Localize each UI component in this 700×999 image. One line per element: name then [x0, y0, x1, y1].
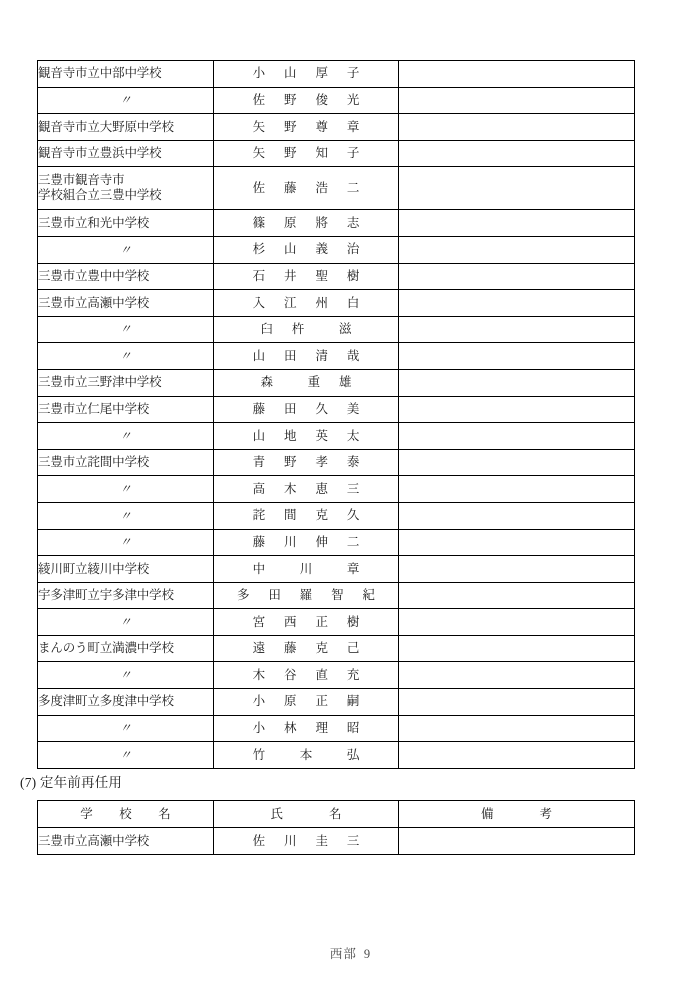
cell-school: 三豊市立詫間中学校 [38, 449, 214, 476]
cell-school-line: 三豊市観音寺市 [38, 172, 125, 187]
page-footer [0, 944, 700, 962]
table-row [38, 662, 635, 689]
footer-page-number: 9 [363, 947, 371, 961]
cell-name: 佐 川 圭 三 [214, 828, 399, 855]
cell-school-ditto: 〃 [38, 343, 214, 370]
cell-remarks [399, 61, 635, 88]
cell-remarks [399, 343, 635, 370]
table-row [38, 609, 635, 636]
cell-school: 三豊市立仁尾中学校 [38, 396, 214, 423]
table-row [38, 87, 635, 114]
table-row [38, 210, 635, 237]
cell-school: 三豊市立高瀬中学校 [38, 828, 214, 855]
cell-school: 宇多津町立宇多津中学校 [38, 582, 214, 609]
cell-name: 藤 田 久 美 [214, 396, 399, 423]
cell-name: 高 木 恵 三 [214, 476, 399, 503]
cell-school-ditto: 〃 [38, 236, 214, 263]
cell-school-ditto: 〃 [38, 662, 214, 689]
cell-name: 佐 藤 浩 二 [214, 167, 399, 210]
cell-school: 綾川町立綾川中学校 [38, 556, 214, 583]
cell-school-ditto: 〃 [38, 742, 214, 769]
cell-name: 竹 本 弘 [214, 742, 399, 769]
cell-name: 矢 野 尊 章 [214, 114, 399, 141]
cell-school: 観音寺市立豊浜中学校 [38, 140, 214, 167]
table-row [38, 449, 635, 476]
cell-remarks [399, 114, 635, 141]
table-row [38, 715, 635, 742]
cell-name: 宮 西 正 樹 [214, 609, 399, 636]
table-row [38, 263, 635, 290]
table-row [38, 61, 635, 88]
table-row [38, 140, 635, 167]
cell-name: 中 川 章 [214, 556, 399, 583]
cell-remarks [399, 556, 635, 583]
cell-name: 木 谷 直 充 [214, 662, 399, 689]
cell-name: 詫 間 克 久 [214, 502, 399, 529]
table-row [38, 476, 635, 503]
cell-remarks [399, 369, 635, 396]
column-header-name: 氏 名 [214, 801, 399, 828]
cell-school-ditto: 〃 [38, 529, 214, 556]
cell-remarks [399, 167, 635, 210]
table-row [38, 396, 635, 423]
column-header-school: 学 校 名 [38, 801, 214, 828]
cell-name: 佐 野 俊 光 [214, 87, 399, 114]
cell-name: 青 野 孝 泰 [214, 449, 399, 476]
table-row [38, 502, 635, 529]
table-row [38, 114, 635, 141]
cell-name: 矢 野 知 子 [214, 140, 399, 167]
table-row [38, 236, 635, 263]
cell-remarks [399, 529, 635, 556]
cell-remarks [399, 236, 635, 263]
cell-name: 臼 杵 滋 [214, 316, 399, 343]
cell-remarks [399, 715, 635, 742]
table-row [38, 316, 635, 343]
cell-school: 観音寺市立大野原中学校 [38, 114, 214, 141]
cell-name: 森 重 雄 [214, 369, 399, 396]
cell-name: 小 林 理 昭 [214, 715, 399, 742]
cell-name: 小 山 厚 子 [214, 61, 399, 88]
cell-remarks [399, 502, 635, 529]
cell-remarks [399, 476, 635, 503]
cell-remarks [399, 662, 635, 689]
cell-remarks [399, 87, 635, 114]
cell-school-ditto: 〃 [38, 715, 214, 742]
cell-remarks [399, 828, 635, 855]
cell-school: 三豊市立豊中中学校 [38, 263, 214, 290]
cell-school-ditto: 〃 [38, 476, 214, 503]
cell-name: 藤 川 伸 二 [214, 529, 399, 556]
cell-remarks [399, 449, 635, 476]
cell-school-ditto: 〃 [38, 502, 214, 529]
pre-retirement-table-body [38, 801, 635, 855]
section-heading-pre-retirement: (7) 定年前再任用 [20, 775, 123, 790]
cell-school-ditto: 〃 [38, 609, 214, 636]
cell-school-ditto: 〃 [38, 87, 214, 114]
cell-school-line: 学校組合立三豊中学校 [38, 188, 162, 203]
cell-school: まんのう町立満濃中学校 [38, 635, 214, 662]
cell-remarks [399, 140, 635, 167]
cell-remarks [399, 290, 635, 317]
pre-retirement-table [37, 800, 635, 855]
cell-school: 多度津町立多度津中学校 [38, 689, 214, 716]
table-header-row [38, 801, 635, 828]
table-row [38, 556, 635, 583]
cell-name: 石 井 聖 樹 [214, 263, 399, 290]
cell-remarks [399, 423, 635, 450]
cell-name: 山 地 英 太 [214, 423, 399, 450]
cell-name: 多 田 羅 智 紀 [214, 582, 399, 609]
column-header-remarks: 備 考 [399, 801, 635, 828]
cell-name: 山 田 清 哉 [214, 343, 399, 370]
cell-name: 小 原 正 嗣 [214, 689, 399, 716]
cell-remarks [399, 635, 635, 662]
cell-name: 篠 原 將 志 [214, 210, 399, 237]
table-row [38, 343, 635, 370]
cell-name: 入 江 州 白 [214, 290, 399, 317]
cell-school-ditto: 〃 [38, 423, 214, 450]
cell-remarks [399, 263, 635, 290]
appointments-table-body [38, 61, 635, 769]
cell-school: 観音寺市立中部中学校 [38, 61, 214, 88]
table-row [38, 423, 635, 450]
cell-remarks [399, 210, 635, 237]
appointments-table [37, 60, 635, 769]
cell-remarks [399, 742, 635, 769]
cell-name: 遠 藤 克 己 [214, 635, 399, 662]
table-row [38, 742, 635, 769]
table-row [38, 689, 635, 716]
table-row [38, 529, 635, 556]
cell-name: 杉 山 義 治 [214, 236, 399, 263]
cell-school: 三豊市立高瀬中学校 [38, 290, 214, 317]
cell-remarks [399, 316, 635, 343]
cell-remarks [399, 689, 635, 716]
table-row [38, 582, 635, 609]
table-row [38, 369, 635, 396]
cell-remarks [399, 396, 635, 423]
table-row [38, 828, 635, 855]
table-row [38, 290, 635, 317]
footer-region-label: 西部 [329, 947, 357, 961]
table-row [38, 167, 635, 210]
cell-school-ditto: 〃 [38, 316, 214, 343]
cell-school [38, 167, 214, 210]
cell-school: 三豊市立和光中学校 [38, 210, 214, 237]
table-row [38, 635, 635, 662]
cell-school: 三豊市立三野津中学校 [38, 369, 214, 396]
cell-remarks [399, 582, 635, 609]
cell-remarks [399, 609, 635, 636]
